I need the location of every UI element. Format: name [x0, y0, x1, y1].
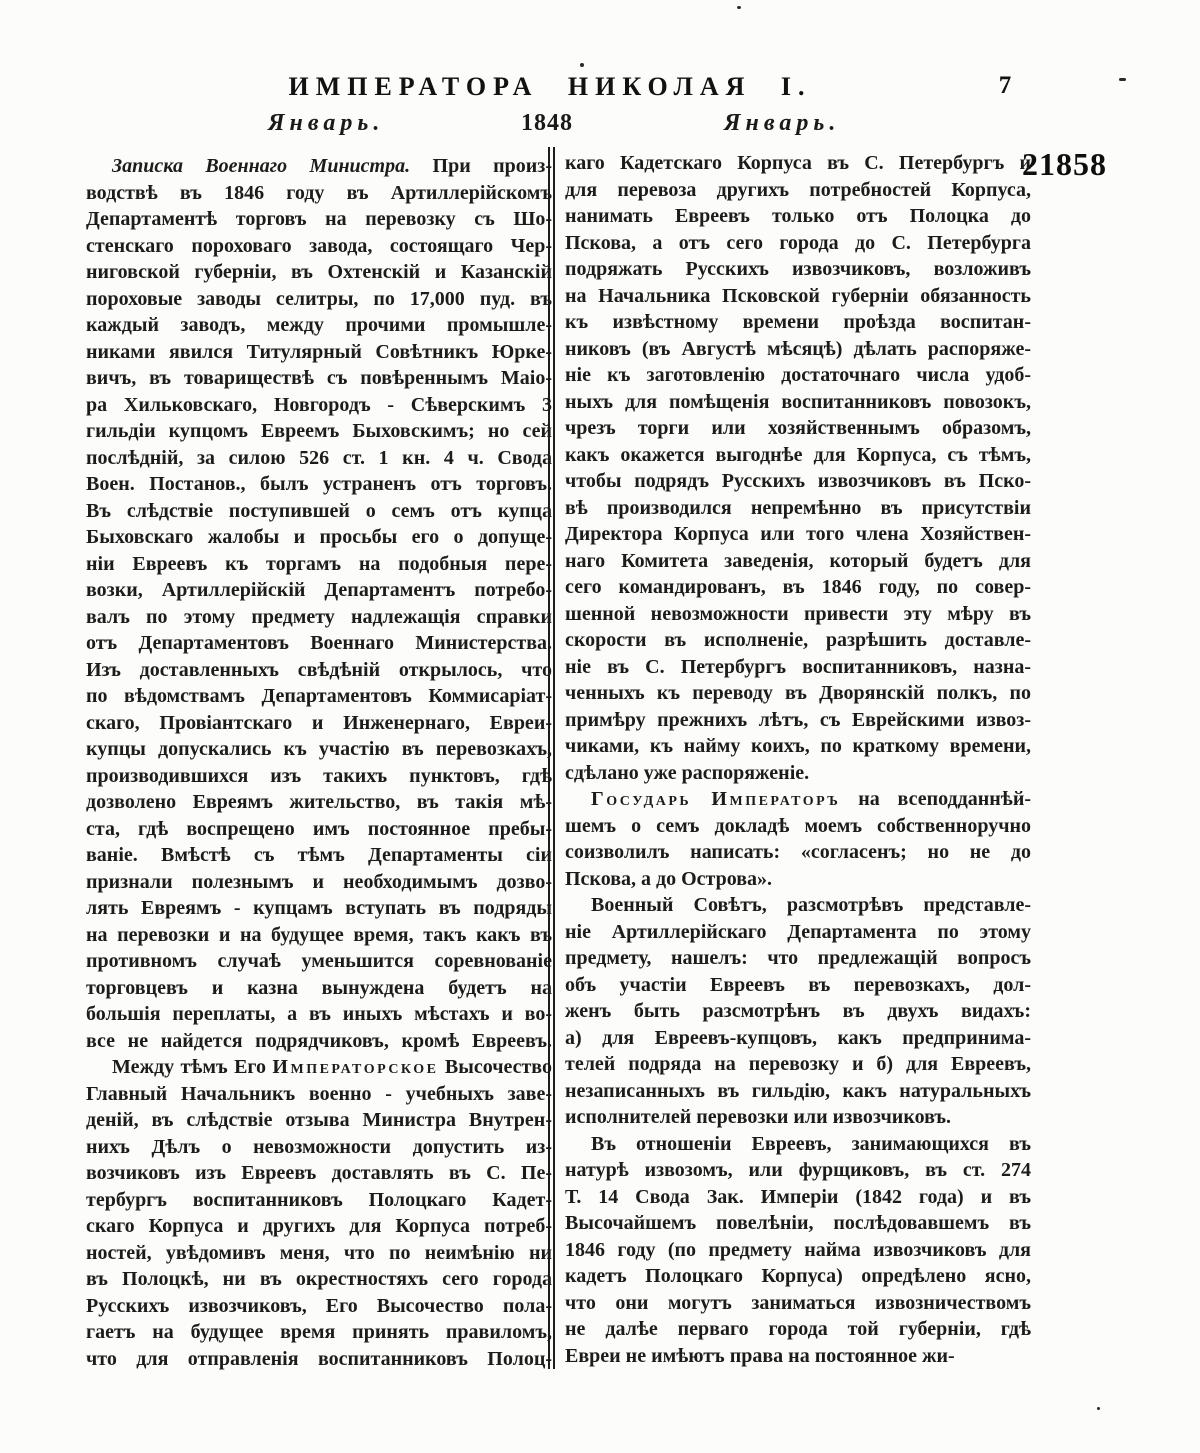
text-line	[86, 1081, 552, 1108]
subheader-month-right: Январь.	[724, 110, 841, 136]
text-line	[565, 680, 1031, 707]
text-line	[565, 1263, 1031, 1290]
text-line	[565, 256, 1031, 283]
text-line	[565, 998, 1031, 1025]
body-text: ваніе. Вмѣстѣ съ тѣмъ Департаменты сіи	[86, 844, 552, 866]
text-line	[565, 1237, 1031, 1264]
text-line	[565, 362, 1031, 389]
body-text: какъ окажется выгоднѣе для Корпуса, съ тѣмъ,	[565, 443, 1031, 466]
text-line	[565, 283, 1031, 310]
body-text: ныхъ для помѣщенія воспитанниковъ повозокъ,	[565, 390, 1031, 413]
body-text: чтобы подрядъ Русскихъ извозчиковъ въ Пско-	[565, 470, 1031, 492]
body-text: объ участіи Евреевъ въ перевозкахъ, дол-	[565, 973, 1031, 996]
body-text: стенскаго пороховаго завода, состоящаго Чер-	[86, 234, 552, 257]
body-text: послѣдній, за силою 526 ст. 1 кн. 4 ч. Свода	[86, 446, 552, 469]
text-line	[565, 150, 1031, 177]
text-line	[565, 230, 1031, 257]
body-text: Главный Начальникъ военно - учебныхъ заве-	[86, 1082, 552, 1105]
body-text: что для отправленія воспитанниковъ Полоц-	[86, 1347, 552, 1370]
text-line	[86, 1319, 552, 1346]
text-line	[565, 1131, 1031, 1158]
text-line	[86, 1028, 552, 1055]
body-text: 1846 году (по предмету найма извозчиковъ для	[565, 1238, 1031, 1261]
text-line	[565, 1051, 1031, 1078]
text-line	[86, 1160, 552, 1187]
text-line	[86, 233, 552, 260]
text-line	[565, 786, 1031, 813]
text-line	[565, 839, 1031, 866]
text-line	[565, 1104, 1031, 1131]
body-text: противномъ случаѣ уменьшится соревнованіе	[86, 950, 552, 972]
body-text: ніи Евреевъ къ торгамъ на подобныя пере-	[86, 552, 552, 575]
text-line	[565, 919, 1031, 946]
body-text: Изъ доставленныхъ свѣдѣній открылось, что	[86, 658, 552, 681]
text-line	[565, 468, 1031, 495]
body-text: каго Кадетскаго Корпуса въ С. Петербургъ и	[565, 152, 1031, 174]
text-line	[565, 177, 1031, 204]
text-line	[86, 551, 552, 578]
text-line	[86, 736, 552, 763]
body-text: ніе Артиллерійскаго Департамента по этому	[565, 920, 1031, 943]
body-text: предмету, нашелъ: что предлежащій вопросъ	[565, 947, 1031, 969]
text-line	[86, 657, 552, 684]
ink-speck	[580, 63, 584, 67]
body-text: подряжать Русскихъ извозчиковъ, возложивъ	[565, 258, 1031, 280]
body-text: деній, въ слѣдствіе отзыва Министра Внутрен-	[86, 1109, 552, 1131]
body-text: лять Евреямъ - купцамъ вступать въ подряды	[86, 897, 552, 919]
body-text: пороховые заводы селитры, по 17,000 пуд. въ	[86, 287, 552, 310]
body-text: Между тѣмъ Его	[112, 1056, 273, 1078]
body-text: ниговской губерніи, въ Охтенскій и Казанскій	[86, 261, 552, 283]
body-text: Воен. Постанов., былъ устраненъ отъ торговъ.	[86, 473, 552, 495]
text-line	[565, 389, 1031, 416]
text-line	[565, 1184, 1031, 1211]
text-line	[565, 707, 1031, 734]
subheader-year: 1848	[521, 110, 573, 136]
body-text: телей подряда на перевозку и б) для Евреевъ,	[565, 1053, 1031, 1075]
body-text: купцы допускались къ участію въ перевозкахъ,	[86, 738, 552, 760]
body-text: ра Хильковскаго, Новгородъ - Сѣверскимъ 3	[86, 393, 552, 416]
body-text: Пскова, а до Острова».	[565, 867, 773, 890]
body-text: скаго, Провіантскаго и Инженернаго, Евреи-	[86, 711, 552, 734]
body-text: кадетъ Полоцкаго Корпуса) опредѣлено ясно,	[565, 1265, 1031, 1287]
text-line	[565, 548, 1031, 575]
smallcaps-text: Государь Императоръ	[591, 788, 841, 810]
text-line	[565, 1290, 1031, 1317]
text-line	[86, 816, 552, 843]
text-line	[86, 498, 552, 525]
body-text: водствѣ въ 1846 году въ Артиллерійскомъ	[86, 181, 552, 204]
body-text: Т. 14 Свода Зак. Имперіи (1842 года) и въ	[565, 1185, 1031, 1208]
body-text: натурѣ извозомъ, или фурщиковъ, въ ст. 274	[565, 1159, 1031, 1181]
body-text: ніе въ С. Петербургъ воспитанниковъ, назна-	[565, 655, 1031, 678]
body-text: Директора Корпуса или того члена Хозяйствен-	[565, 523, 1031, 545]
text-line	[86, 683, 552, 710]
right-text-column	[565, 150, 1031, 1369]
body-text: вѣ производился непремѣнно въ присутствіи	[565, 496, 1031, 519]
left-text-column	[86, 153, 552, 1372]
text-line	[86, 471, 552, 498]
body-text: чиками, къ найму коихъ, по краткому времени,	[565, 735, 1031, 757]
text-line	[86, 869, 552, 896]
text-line	[86, 1213, 552, 1240]
text-line	[86, 1346, 552, 1373]
text-line	[86, 630, 552, 657]
body-text: ностей, увѣдомивъ меня, что по неимѣнію ни	[86, 1241, 552, 1264]
text-line	[86, 1054, 552, 1081]
page-number: 7	[998, 72, 1012, 99]
text-line	[565, 1316, 1031, 1343]
text-line	[86, 1107, 552, 1134]
text-line	[565, 1343, 1031, 1370]
body-text: незаписанныхъ въ гильдію, какъ натуральныхъ	[565, 1079, 1031, 1102]
body-text: каждый заводъ, между прочими промышле-	[86, 314, 552, 336]
body-text: скаго Корпуса и другихъ для Корпуса потреб-	[86, 1215, 552, 1237]
text-line	[86, 948, 552, 975]
text-line	[565, 1157, 1031, 1184]
text-line	[86, 180, 552, 207]
text-line	[565, 813, 1031, 840]
body-text: дозволено Евреямъ жительство, въ такія мѣ-	[86, 791, 552, 813]
text-line	[565, 760, 1031, 787]
text-line	[86, 763, 552, 790]
body-text: признали полезнымъ и необходимымъ дозво-	[86, 870, 552, 893]
body-text: ніе къ заготовленію достаточнаго числа удоб-	[565, 364, 1031, 386]
text-line	[565, 892, 1031, 919]
document-number: 21858	[1022, 146, 1107, 182]
body-text: Пскова, а отъ сего города до С. Петербурга	[565, 231, 1031, 254]
ink-speck	[737, 6, 741, 9]
ink-speck	[1097, 1407, 1100, 1410]
text-line	[86, 577, 552, 604]
text-line	[565, 1210, 1031, 1237]
body-text: отъ Департаментовъ Военнаго Министерства.	[86, 632, 552, 654]
text-line	[86, 842, 552, 869]
ink-speck	[1119, 78, 1126, 81]
text-line	[565, 309, 1031, 336]
text-line	[86, 312, 552, 339]
text-line	[86, 604, 552, 631]
text-line	[86, 975, 552, 1002]
body-text: соизволилъ написать: «согласенъ; но не до	[565, 841, 1031, 863]
text-line	[86, 922, 552, 949]
body-text: чрезъ торги или хозяйственнымъ образомъ,	[565, 417, 1031, 439]
text-line	[565, 442, 1031, 469]
text-line	[86, 1001, 552, 1028]
text-line	[86, 339, 552, 366]
body-text: Быховскаго жалобы и просьбы его о допуще-	[86, 526, 552, 548]
text-line	[86, 206, 552, 233]
body-text: примѣру прежнихъ лѣтъ, съ Еврейскими извоз-	[565, 708, 1031, 731]
text-line	[86, 365, 552, 392]
body-text: нихъ Дѣлъ о невозможности допустить из-	[86, 1135, 552, 1158]
text-line	[565, 866, 1031, 893]
text-line	[86, 418, 552, 445]
text-line	[86, 153, 552, 180]
body-text: тербургъ воспитанниковъ Полоцкаго Кадет-	[86, 1188, 552, 1211]
body-text: гаетъ на будущее время принять правиломъ,	[86, 1321, 552, 1343]
body-text: на Начальника Псковской губерніи обязанность	[565, 284, 1031, 307]
body-text: сего командированъ, въ 1846 году, по совер-	[565, 576, 1031, 598]
body-text: къ извѣстному времени проѣзда воспитан-	[565, 311, 1031, 333]
body-text: скорости въ исполненіе, разрѣшить доставле-	[565, 629, 1031, 651]
text-line	[86, 1293, 552, 1320]
body-text: валъ по этому предмету надлежащія справки	[86, 605, 552, 628]
text-line	[565, 972, 1031, 999]
text-line	[565, 521, 1031, 548]
body-text: производившихся изъ такихъ пунктовъ, гдѣ	[86, 764, 552, 787]
page-title: ИМПЕРАТОРА НИКОЛАЯ I.	[288, 72, 812, 101]
body-text: Русскихъ извозчиковъ, Его Высочество пола-	[86, 1294, 552, 1317]
body-text: гильдіи купцомъ Евреемъ Быховскимъ; но сей	[86, 420, 552, 442]
body-text: вичъ, въ товариществѣ съ повѣреннымъ Маіо-	[86, 367, 552, 389]
body-text: Въ отношеніи Евреевъ, занимающихся въ	[591, 1132, 1031, 1155]
body-text: женъ быть разсмотрѣнъ въ двухъ видахъ:	[565, 1000, 1031, 1022]
text-line	[86, 1187, 552, 1214]
body-text: въ Полоцкѣ, ни въ окрестностяхъ сего города	[86, 1268, 552, 1290]
body-text: Евреи не имѣютъ права на постоянное жи-	[565, 1344, 955, 1367]
text-line	[86, 524, 552, 551]
text-line	[565, 627, 1031, 654]
text-line	[86, 259, 552, 286]
body-text: возчиковъ изъ Евреевъ доставлять въ С. Пе-	[86, 1162, 552, 1184]
body-text: При произ-	[410, 155, 552, 177]
text-line	[86, 1266, 552, 1293]
body-text: торговцевъ и казна вынуждена будетъ на	[86, 976, 552, 999]
text-line	[86, 392, 552, 419]
text-line	[565, 601, 1031, 628]
text-line	[86, 789, 552, 816]
text-line	[86, 1240, 552, 1267]
text-line	[565, 1078, 1031, 1105]
text-line	[86, 286, 552, 313]
body-text: а) для Евреевъ-купцовъ, какъ предпринима-	[565, 1026, 1031, 1049]
body-text: на всеподданнѣй-	[840, 788, 1031, 810]
body-text: большія переплаты, а въ иныхъ мѣстахъ и во-	[86, 1003, 552, 1025]
text-line	[565, 495, 1031, 522]
smallcaps-text: Императорское	[272, 1056, 439, 1078]
body-text: все не найдется подрядчиковъ, кромѣ Евреевъ.	[86, 1029, 552, 1052]
body-text: для перевоза другихъ потребностей Корпуса,	[565, 178, 1031, 201]
text-line	[565, 574, 1031, 601]
body-text: возки, Артиллерійскій Департаментъ потребо-	[86, 579, 552, 601]
body-text: шенной невозможности привести эту мѣру въ	[565, 602, 1031, 625]
text-line	[565, 415, 1031, 442]
body-text: сдѣлано уже распоряженіе.	[565, 761, 810, 784]
text-line	[565, 945, 1031, 972]
italic-text: Записка Военнаго Министра.	[112, 155, 411, 177]
text-line	[86, 710, 552, 737]
body-text: по вѣдомствамъ Департаментовъ Коммисаріат-	[86, 685, 552, 707]
body-text: исполнителей перевозки или извозчиковъ.	[565, 1106, 952, 1128]
body-text: никами явился Титулярный Совѣтникъ Юрке-	[86, 340, 552, 363]
body-text: Высочайшемъ повелѣніи, послѣдовавшемъ въ	[565, 1212, 1031, 1234]
text-line	[565, 1025, 1031, 1052]
body-text: Высочество	[438, 1056, 552, 1078]
text-line	[86, 895, 552, 922]
body-text: ченныхъ къ переводу въ Дворянскій полкъ, по	[565, 682, 1031, 704]
text-line	[86, 1134, 552, 1161]
text-line	[565, 654, 1031, 681]
text-line	[565, 203, 1031, 230]
subheader-month-left: Январь.	[268, 110, 385, 136]
body-text: нанимать Евреевъ только отъ Полоцка до	[565, 205, 1031, 227]
text-line	[565, 336, 1031, 363]
body-text: что они могутъ заниматься извозничествомъ	[565, 1291, 1031, 1314]
body-text: на перевозки и на будущее время, такъ какъ въ	[86, 923, 552, 946]
body-text: Въ слѣдствіе поступившей о семъ отъ купца	[86, 499, 552, 522]
body-text: Департаментѣ торговъ на перевозку съ Шо-	[86, 208, 552, 230]
body-text: не далѣе перваго города той губерніи, гдѣ	[565, 1318, 1031, 1340]
body-text: никовъ (въ Августѣ мѣсяцѣ) дѣлать распоряже-	[565, 337, 1031, 360]
text-line	[565, 733, 1031, 760]
body-text: ста, гдѣ воспрещено имъ постоянное пребы-	[86, 817, 552, 840]
text-line	[86, 445, 552, 472]
body-text: шемъ о семъ докладѣ моемъ собственноручно	[565, 814, 1031, 837]
body-text: наго Комитета заведенія, который будетъ для	[565, 549, 1031, 572]
body-text: Военный Совѣтъ, разсмотрѣвъ представле-	[591, 894, 1031, 916]
